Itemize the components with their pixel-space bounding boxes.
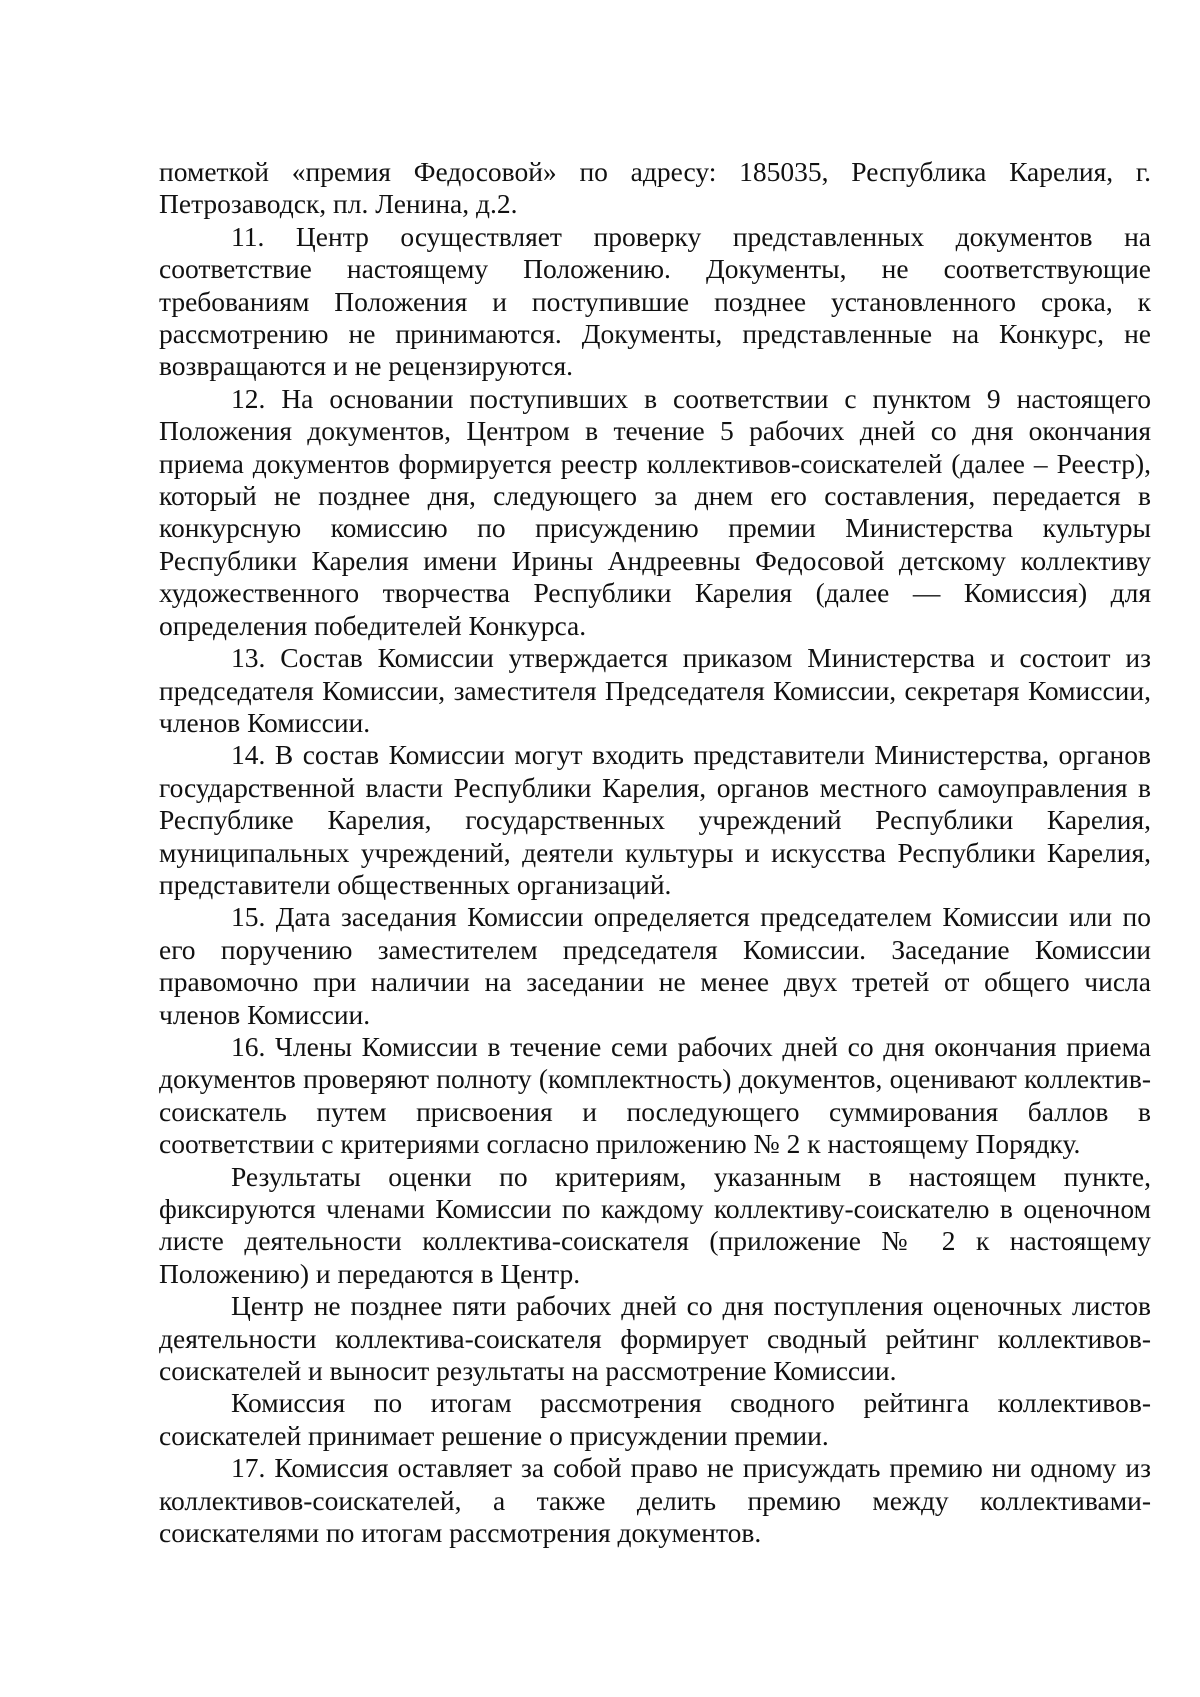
paragraph-11: 11. Центр осуществляет проверку представленных документов на соответствие настоящему Положению. Документы, не соответствующие требованиям Положения и поступившие позднее установленного срока, к рассмотрению не принимаются. Документы, представленные на Конкурс, не возвращаются и не рецензируются.: [159, 220, 1151, 382]
paragraph-14: 14. В состав Комиссии могут входить представители Министерства, органов государственной власти Республики Карелия, органов местного самоуправления в Республике Карелия, государственных учреждений Республики Карелия, муниципальных учреждений, деятели культуры и искусства Республики Карелия, представители общественных организаций.: [159, 739, 1151, 900]
paragraph-continuation: пометкой «премия Федосовой» по адресу: 185035, Республика Карелия, г. Петрозаводск, пл. Ленина, д.2.: [159, 156, 1151, 220]
paragraph-16-decision: Комиссия по итогам рассмотрения сводного рейтинга коллективов-соискателей принимает решение о присуждении премии.: [159, 1387, 1151, 1451]
document-body: [159, 156, 1151, 1549]
paragraph-16-results: Результаты оценки по критериям, указанным в настоящем пункте, фиксируются членами Комиссии по каждому коллективу-соискателю в оценочном листе деятельности коллектива-соискателя (приложение № 2 к настоящему Положению) и передаются в Центр.: [159, 1160, 1151, 1289]
paragraph-13: 13. Состав Комиссии утверждается приказом Министерства и состоит из председателя Комиссии, заместителя Председателя Комиссии, секретаря Комиссии, членов Комиссии.: [159, 642, 1151, 738]
paragraph-15: 15. Дата заседания Комиссии определяется председателем Комиссии или по его поручению заместителем председателя Комиссии. Заседание Комиссии правомочно при наличии на заседании не менее двух третей от общего числа членов Комиссии.: [159, 901, 1151, 1030]
paragraph-16: 16. Члены Комиссии в течение семи рабочих дней со дня окончания приема документов проверяют полноту (комплектность) документов, оценивают коллектив-соискатель путем присвоения и последующего суммирования баллов в соответствии с критериями согласно приложению № 2 к настоящему Порядку.: [159, 1030, 1151, 1160]
paragraph-17: 17. Комиссия оставляет за собой право не присуждать премию ни одному из коллективов-соискателей, а также делить премию между коллективами-соискателями по итогам рассмотрения документов.: [159, 1452, 1151, 1549]
paragraph-16-rating: Центр не позднее пяти рабочих дней со дня поступления оценочных листов деятельности коллектива-соискателя формирует сводный рейтинг коллективов-соискателей и выносит результаты на рассмотрение Комиссии.: [159, 1290, 1151, 1387]
paragraph-12: 12. На основании поступивших в соответствии с пунктом 9 настоящего Положения документов, Центром в течение 5 рабочих дней со дня окончания приема документов формируется реестр коллективов-соискателей (далее – Реестр), который не позднее дня, следующего за днем его составления, передается в конкурсную комиссию по присуждению премии Министерства культуры Республики Карелия имени Ирины Андреевны Федосовой детскому коллективу художественного творчества Республики Карелия (далее — Комиссия) для определения победителей Конкурса.: [159, 382, 1151, 641]
